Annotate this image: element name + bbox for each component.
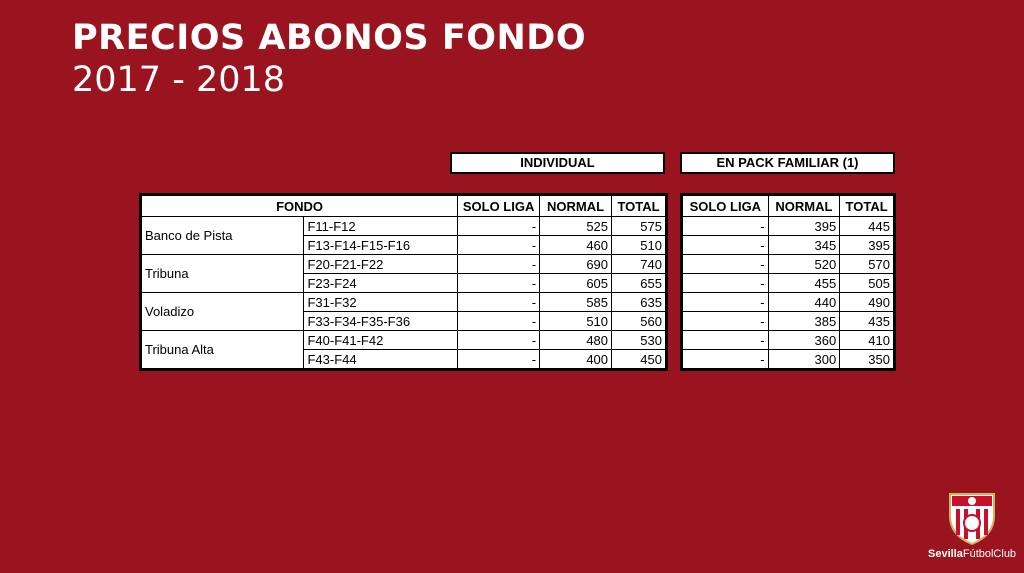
table-row <box>142 217 666 236</box>
group-header-pack: EN PACK FAMILIAR (1) <box>680 152 895 174</box>
total-value: 655 <box>612 274 666 293</box>
solo-liga-value: - <box>683 217 769 236</box>
total-value: 410 <box>840 331 894 350</box>
normal-value: 460 <box>540 236 612 255</box>
normal-value: 455 <box>768 274 840 293</box>
table-row <box>683 274 894 293</box>
normal-value: 510 <box>540 312 612 331</box>
total-value: 560 <box>612 312 666 331</box>
normal-value: 525 <box>540 217 612 236</box>
column-header-solo-liga: SOLO LIGA <box>683 196 769 217</box>
total-value: 740 <box>612 255 666 274</box>
group-header-individual: INDIVIDUAL <box>450 152 665 174</box>
column-header-normal: NORMAL <box>768 196 840 217</box>
normal-value: 605 <box>540 274 612 293</box>
total-value: 575 <box>612 217 666 236</box>
zone-code: F43-F44 <box>304 350 458 369</box>
solo-liga-value: - <box>683 255 769 274</box>
table-row <box>683 312 894 331</box>
total-value: 635 <box>612 293 666 312</box>
zone-code: F11-F12 <box>304 217 458 236</box>
table-row <box>683 350 894 369</box>
solo-liga-value: - <box>458 293 540 312</box>
section-name: Voladizo <box>142 293 304 331</box>
solo-liga-value: - <box>458 236 540 255</box>
table-row <box>683 331 894 350</box>
solo-liga-value: - <box>458 331 540 350</box>
normal-value: 345 <box>768 236 840 255</box>
total-value: 570 <box>840 255 894 274</box>
normal-value: 480 <box>540 331 612 350</box>
section-name: Tribuna Alta <box>142 331 304 369</box>
total-value: 510 <box>612 236 666 255</box>
solo-liga-value: - <box>458 255 540 274</box>
total-value: 435 <box>840 312 894 331</box>
solo-liga-value: - <box>458 350 540 369</box>
zone-code: F31-F32 <box>304 293 458 312</box>
table-row <box>683 255 894 274</box>
normal-value: 395 <box>768 217 840 236</box>
column-header-solo-liga: SOLO LIGA <box>458 196 540 217</box>
table-row <box>683 236 894 255</box>
total-value: 445 <box>840 217 894 236</box>
table-row <box>142 331 666 350</box>
solo-liga-value: - <box>683 331 769 350</box>
pack-familiar-table <box>680 193 896 371</box>
solo-liga-value: - <box>683 274 769 293</box>
normal-value: 440 <box>768 293 840 312</box>
solo-liga-value: - <box>683 312 769 331</box>
page-subtitle: 2017 - 2018 <box>72 60 286 100</box>
table-row <box>142 293 666 312</box>
zone-code: F20-F21-F22 <box>304 255 458 274</box>
table-row <box>683 217 894 236</box>
table-header-row <box>142 196 666 217</box>
normal-value: 585 <box>540 293 612 312</box>
column-header-normal: NORMAL <box>540 196 612 217</box>
total-value: 505 <box>840 274 894 293</box>
normal-value: 385 <box>768 312 840 331</box>
total-value: 350 <box>840 350 894 369</box>
zone-code: F23-F24 <box>304 274 458 293</box>
club-name-rest: FútbolClub <box>962 548 1017 560</box>
zone-code: F40-F41-F42 <box>304 331 458 350</box>
zone-code: F13-F14-F15-F16 <box>304 236 458 255</box>
total-value: 490 <box>840 293 894 312</box>
club-name-bold: Sevilla <box>928 548 963 560</box>
normal-value: 690 <box>540 255 612 274</box>
section-name: Banco de Pista <box>142 217 304 255</box>
normal-value: 360 <box>768 331 840 350</box>
solo-liga-value: - <box>683 236 769 255</box>
solo-liga-value: - <box>683 293 769 312</box>
total-value: 395 <box>840 236 894 255</box>
total-value: 450 <box>612 350 666 369</box>
page-title: PRECIOS ABONOS FONDO <box>72 18 587 58</box>
solo-liga-value: - <box>683 350 769 369</box>
column-header-fondo: FONDO <box>142 196 458 217</box>
normal-value: 300 <box>768 350 840 369</box>
table-header-row <box>683 196 894 217</box>
normal-value: 400 <box>540 350 612 369</box>
column-header-total: TOTAL <box>840 196 894 217</box>
solo-liga-value: - <box>458 312 540 331</box>
solo-liga-value: - <box>458 274 540 293</box>
table-row <box>142 255 666 274</box>
sevilla-crest-icon <box>946 490 998 546</box>
solo-liga-value: - <box>458 217 540 236</box>
total-value: 530 <box>612 331 666 350</box>
normal-value: 520 <box>768 255 840 274</box>
column-header-total: TOTAL <box>612 196 666 217</box>
club-name <box>928 548 1016 560</box>
zone-code: F33-F34-F35-F36 <box>304 312 458 331</box>
individual-table <box>139 193 668 371</box>
table-row <box>683 293 894 312</box>
section-name: Tribuna <box>142 255 304 293</box>
